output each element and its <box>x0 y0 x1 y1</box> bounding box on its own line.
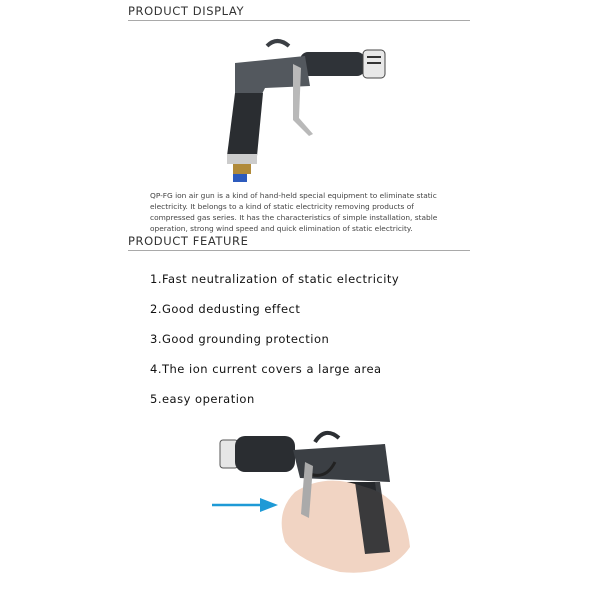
feature-item: 2.Good dedusting effect <box>150 302 301 316</box>
ion-air-gun-image <box>205 38 395 188</box>
product-description: QP-FG ion air gun is a kind of hand-held special equipment to eliminate static electricity. It belongs to a kind of static electricity removing products of compressed gas series. It has the characteristics of simple installation, stable operation, strong wind speed and quick elimination of static electricity. <box>150 191 438 233</box>
feature-item: 3.Good grounding protection <box>150 332 330 346</box>
feature-item: 1.Fast neutralization of static electricity <box>150 272 400 286</box>
arrow-icon <box>210 497 280 513</box>
feature-item: 4.The ion current covers a large area <box>150 362 382 376</box>
feature-list <box>150 270 399 420</box>
section-title-product-display: PRODUCT DISPLAY <box>128 4 470 21</box>
section-title-product-feature: PRODUCT FEATURE <box>128 234 470 251</box>
feature-item: 5.easy operation <box>150 392 255 406</box>
